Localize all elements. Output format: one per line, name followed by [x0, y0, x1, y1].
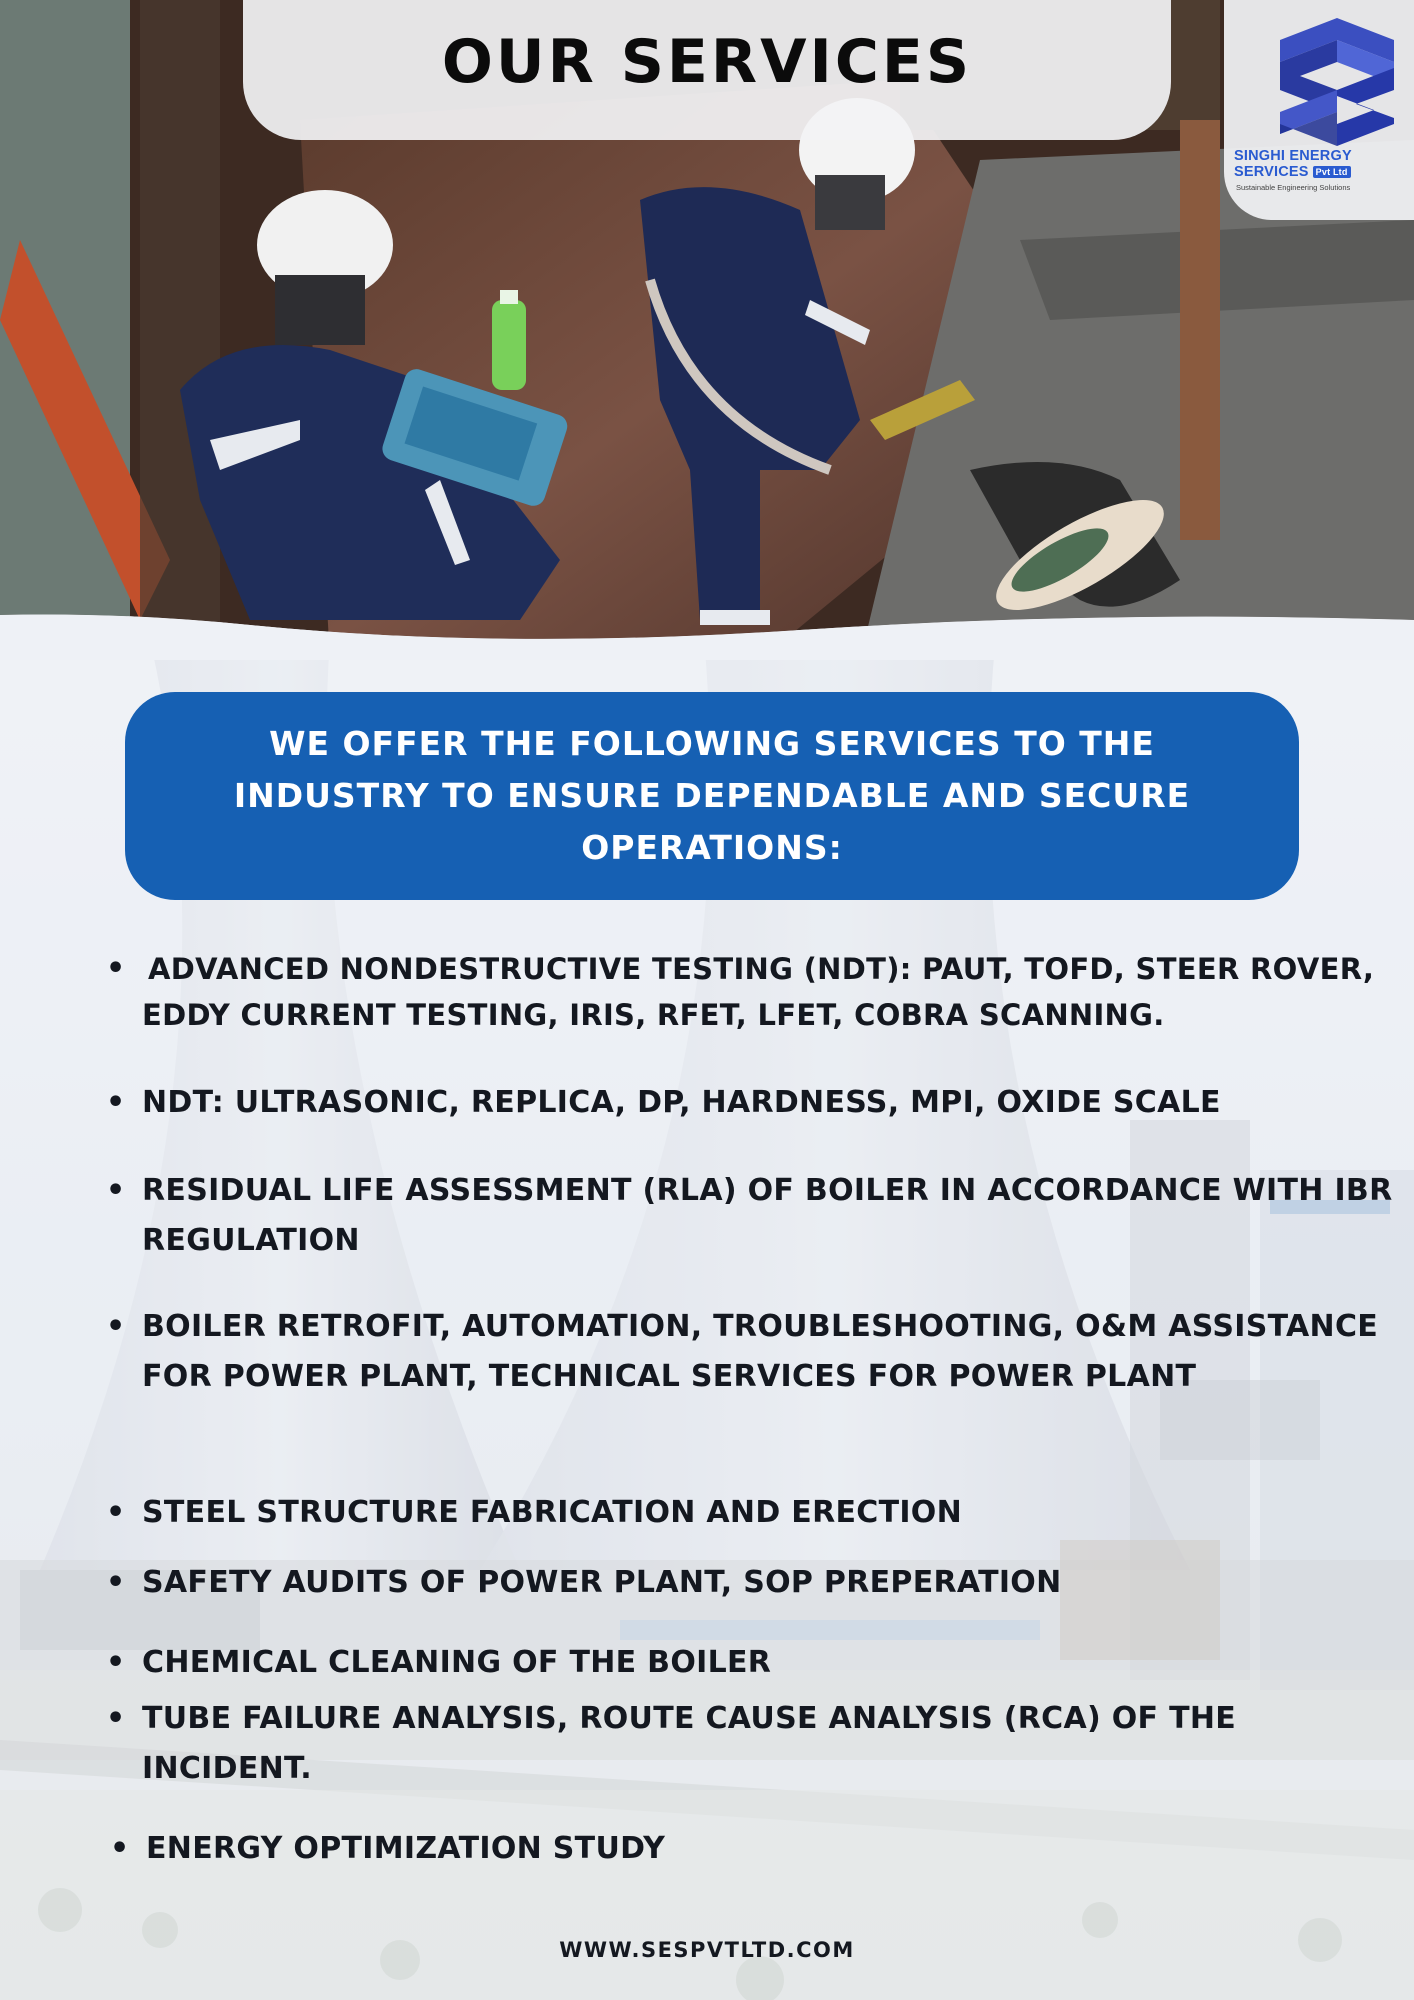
website-link[interactable]: WWW.SESPVTLTD.COM [559, 1938, 855, 1962]
intro-text: WE OFFER THE FOLLOWING SERVICES TO THE INDUSTRY TO ENSURE DEPENDABLE AND SECURE OPERATIONS: [233, 724, 1191, 867]
logo-company-name [1234, 148, 1410, 180]
logo-tagline: Sustainable Engineering Solutions [1236, 183, 1351, 192]
logo-name-line1: SINGHI ENERGY [1234, 148, 1352, 164]
bullet-icon: • [110, 1831, 130, 1866]
page-title: OUR SERVICES [441, 27, 973, 97]
service-text: ENERGY OPTIMIZATION STUDY [146, 1831, 666, 1866]
service-text: ADVANCED NONDESTRUCTIVE TESTING (NDT): PAUT, TOFD, STEER ROVER, EDDY CURRENT TESTING, IRIS, RFET, LFET, COBRA SCANNING. [142, 952, 1375, 1032]
service-text: BOILER RETROFIT, AUTOMATION, TROUBLESHOOTING, O&M ASSISTANCE FOR POWER PLANT, TECHNICAL SERVICES FOR POWER PLANT [142, 1309, 1379, 1394]
bullet-icon: • [106, 1309, 126, 1344]
bullet-icon: • [106, 1565, 126, 1600]
company-logo [1224, 0, 1414, 220]
bullet-icon: • [106, 1085, 126, 1120]
bullet-icon: • [106, 1701, 126, 1736]
bullet-icon: • [106, 1495, 126, 1530]
service-text: CHEMICAL CLEANING OF THE BOILER [142, 1645, 772, 1680]
service-item-tube-failure [104, 1694, 1394, 1794]
service-text: NDT: ULTRASONIC, REPLICA, DP, HARDNESS, MPI, OXIDE SCALE [142, 1085, 1221, 1120]
service-item-chemical-cleaning [104, 1638, 1394, 1688]
bullet-icon: • [106, 1645, 126, 1680]
bullet-icon: • [106, 1173, 126, 1208]
service-text: STEEL STRUCTURE FABRICATION AND ERECTION [142, 1495, 963, 1530]
service-item-rla [104, 1166, 1394, 1266]
service-item-energy-optimization [104, 1824, 1394, 1874]
service-item-boiler-retrofit [104, 1302, 1394, 1402]
title-banner [243, 0, 1171, 140]
service-item-steel-structure [104, 1488, 1394, 1538]
service-text: RESIDUAL LIFE ASSESSMENT (RLA) OF BOILER IN ACCORDANCE WITH IBR REGULATION [142, 1173, 1393, 1258]
service-text: TUBE FAILURE ANALYSIS, ROUTE CAUSE ANALYSIS (RCA) OF THE INCIDENT. [142, 1701, 1237, 1786]
logo-pvt-badge: Pvt Ltd [1313, 166, 1351, 178]
bullet-icon: • [106, 951, 126, 986]
service-text: SAFETY AUDITS OF POWER PLANT, SOP PREPERATION [142, 1565, 1062, 1600]
service-item-safety-audits [104, 1558, 1394, 1608]
logo-name-line2: SERVICES [1234, 164, 1309, 180]
ses-logo-icon [1280, 18, 1394, 146]
intro-banner [125, 692, 1299, 900]
service-item-ndt [104, 1078, 1394, 1128]
service-item-advanced-ndt [104, 946, 1394, 1038]
